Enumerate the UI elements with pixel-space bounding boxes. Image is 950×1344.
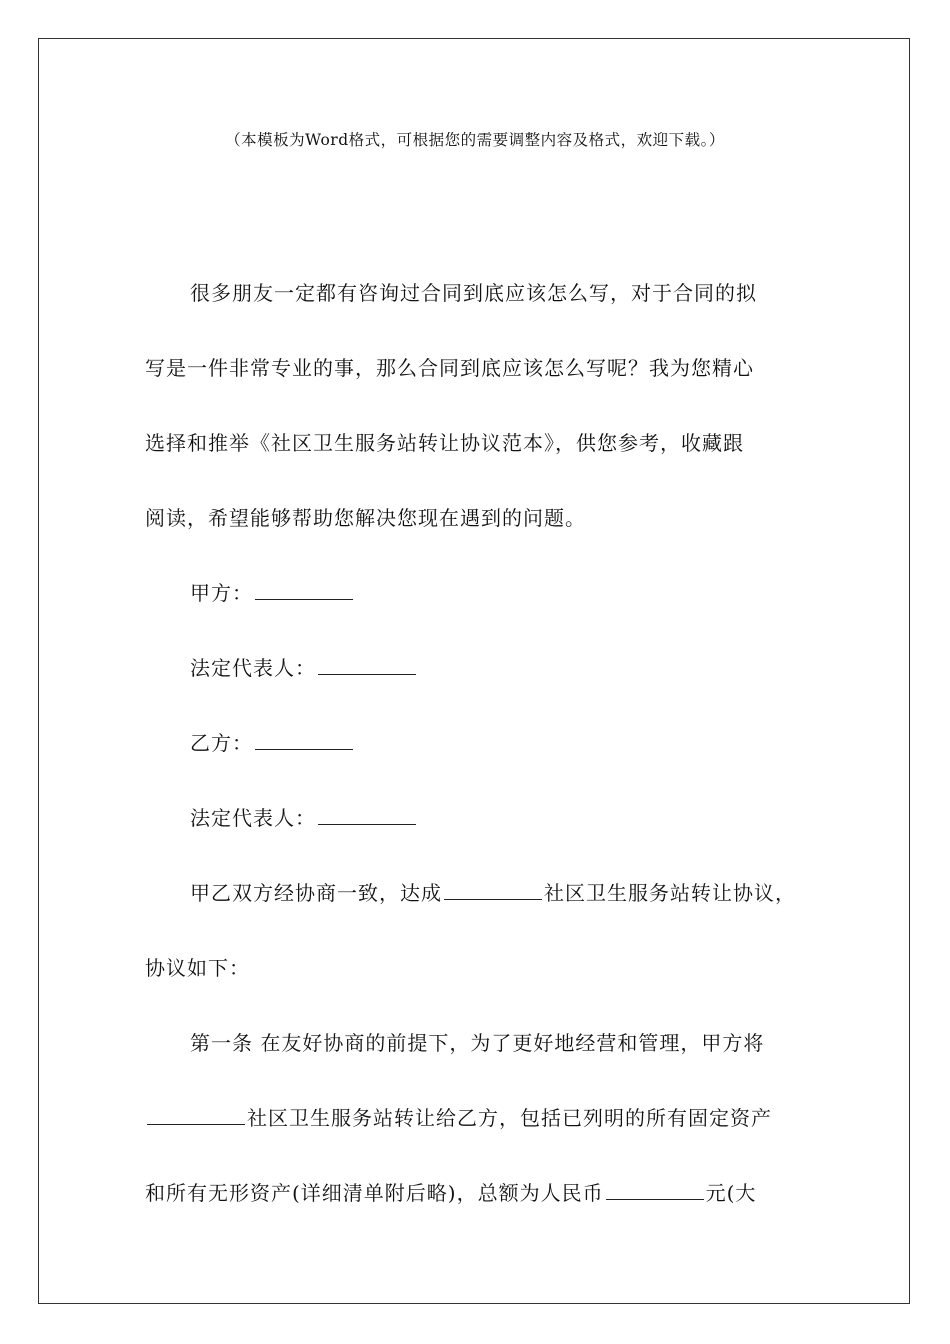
article1-line-2 <box>145 1102 772 1131</box>
party-a-rep-blank[interactable] <box>318 656 416 675</box>
party-a-line <box>190 577 355 606</box>
agreement-line-2: 协议如下： <box>145 956 250 980</box>
party-b-rep-blank[interactable] <box>318 806 416 825</box>
party-b-blank[interactable] <box>255 731 353 750</box>
party-a-blank[interactable] <box>255 581 353 600</box>
intro-line-3: 选择和推举《社区卫生服务站转让协议范本》，供您参考，收藏跟 <box>145 431 744 455</box>
agreement-name-blank[interactable] <box>444 881 542 900</box>
intro-line-2: 写是一件非常专业的事，那么合同到底应该怎么写呢？我为您精心 <box>145 356 754 380</box>
article1-station-blank[interactable] <box>147 1106 245 1125</box>
article1-amount-blank[interactable] <box>606 1181 704 1200</box>
agreement-line-1 <box>190 877 796 906</box>
template-note: （本模板为Word格式，可根据您的需要调整内容及格式，欢迎下载。） <box>225 131 725 149</box>
article1-line-1: 第一条 在友好协商的前提下，为了更好地经营和管理，甲方将 <box>190 1031 765 1055</box>
party-b-line <box>190 727 355 756</box>
article1-text-2: 社区卫生服务站转让给乙方，包括已列明的所有固定资产 <box>247 1106 772 1130</box>
agreement-text-pre: 甲乙双方经协商一致，达成 <box>190 881 442 905</box>
party-b-rep-line <box>190 802 418 831</box>
party-b-rep-label: 法定代表人： <box>190 806 316 830</box>
intro-line-1: 很多朋友一定都有咨询过合同到底应该怎么写，对于合同的拟 <box>190 281 757 305</box>
party-b-label: 乙方： <box>190 731 253 755</box>
intro-line-4: 阅读，希望能够帮助您解决您现在遇到的问题。 <box>145 506 586 530</box>
party-a-label: 甲方： <box>190 581 253 605</box>
agreement-text-post: 社区卫生服务站转让协议， <box>544 881 796 905</box>
party-a-rep-line <box>190 652 418 681</box>
article1-text-3-post: 元(大 <box>705 1181 757 1205</box>
article1-text-3-pre: 和所有无形资产(详细清单附后略)，总额为人民币 <box>145 1181 604 1205</box>
article1-line-3 <box>145 1177 756 1206</box>
party-a-rep-label: 法定代表人： <box>190 656 316 680</box>
